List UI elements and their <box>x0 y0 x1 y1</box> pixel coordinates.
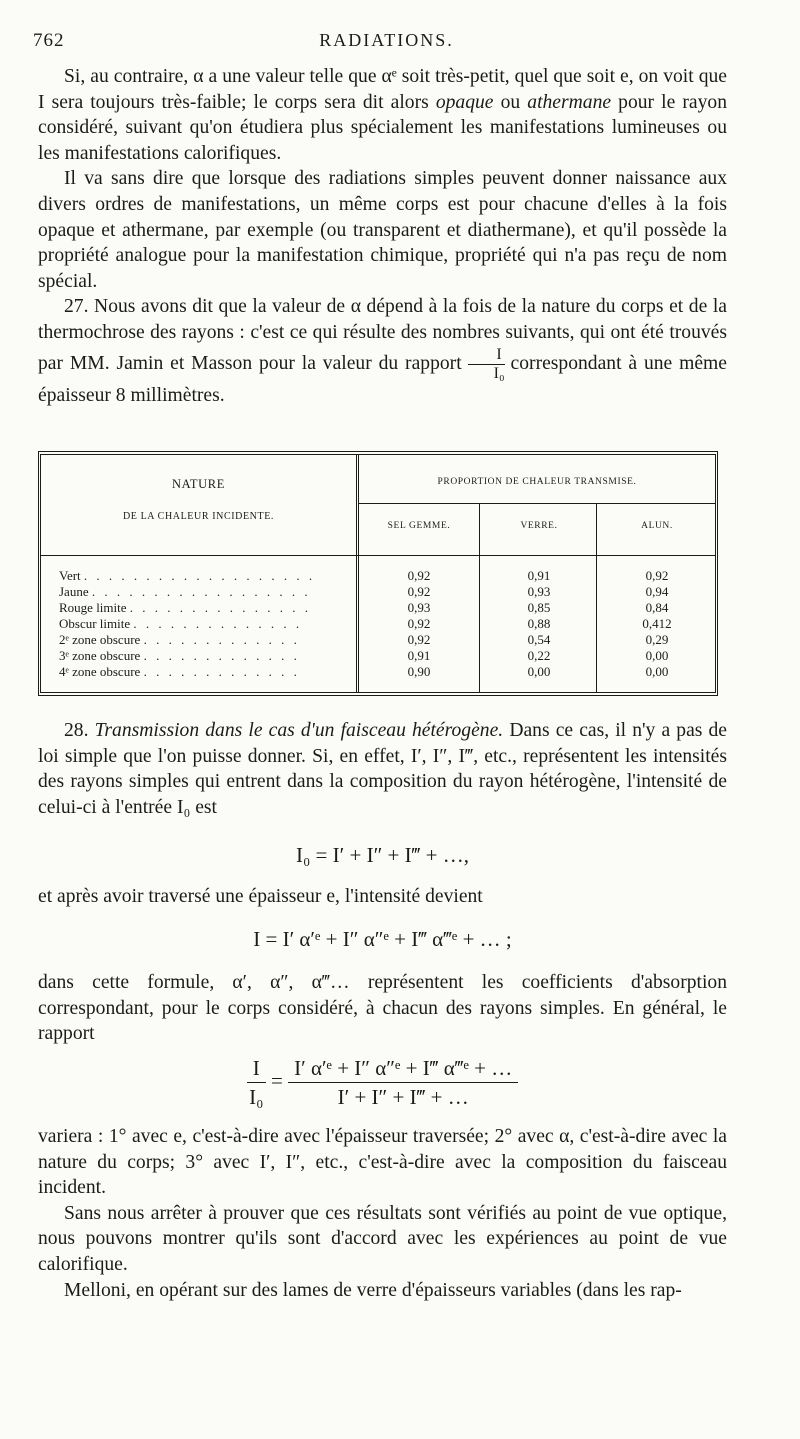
cell-value: 0,92 <box>645 568 669 583</box>
equation-i0: I₀ = I′ + I″ + I‴ + …, <box>295 843 469 867</box>
fraction-denominator: I₀ <box>493 364 505 382</box>
text-block-bottom <box>38 1124 727 1303</box>
text-block-epaisseur <box>38 884 727 910</box>
row-label: Obscur limite <box>59 616 131 631</box>
table-row-label <box>59 600 311 616</box>
cell-value: 0,94 <box>645 584 669 599</box>
paragraph-28 <box>38 718 727 820</box>
fraction-denominator: I₀ <box>249 1085 264 1109</box>
header-proportion: PROPORTION DE CHALEUR TRANSMISE. <box>437 477 637 487</box>
row-label: Vert <box>59 568 81 583</box>
text-run: pour le rayon considéré, suivant qu'on étudiera plus spécialement les manifestations lumineuses ou les manifestations calorifiques. <box>38 91 727 164</box>
section-title: Transmission dans le cas d'un faisceau hétérogène. <box>94 720 504 741</box>
text-block-formule <box>38 970 727 1047</box>
cell-value: 0,93 <box>527 584 551 599</box>
paragraph-variera: variera : 1° avec e, c'est-à-dire avec l'épaisseur traversée; 2° avec α, c'est-à-dire avec la nature du corps; 3° avec I′, I″, etc., c'est-à-dire avec la composition du faisceau incident. <box>38 1126 727 1199</box>
cell-value: 0,54 <box>527 632 551 647</box>
ratio-rhs <box>288 1054 518 1111</box>
cell-value: 0,84 <box>645 600 669 615</box>
paragraph-formule: dans cette formule, α′, α″, α‴… représentent les coefficients d'absorption correspondant, pour le corps considéré, à chacun des rayons simples. En général, le rapport <box>38 972 727 1045</box>
running-title: RADIATIONS. <box>319 30 454 50</box>
cell-value: 0,90 <box>407 664 431 679</box>
leader-dots: . . . . . . . . . . . . . . <box>133 616 303 631</box>
cell-value: 0,00 <box>527 664 551 679</box>
cell-value: 0,92 <box>407 568 431 583</box>
term-opaque: opaque <box>435 91 494 113</box>
table-row-label <box>59 632 300 648</box>
row-label: 3ᵉ zone obscure <box>59 648 141 663</box>
row-label: Rouge limite <box>59 600 127 615</box>
paragraph-27 <box>38 294 727 408</box>
cell-value: 0,85 <box>527 600 551 615</box>
column-alun: ALUN. <box>641 521 673 531</box>
fraction-denominator: I′ + I″ + I‴ + … <box>337 1085 469 1109</box>
text-run: correspondant à une même épaisseur 8 millimètres. <box>38 352 727 406</box>
ratio-fraction <box>468 346 505 383</box>
leader-dots: . . . . . . . . . . . . . . . . . . . <box>83 568 316 583</box>
column-verre: VERRE. <box>520 521 558 531</box>
table-row-label <box>59 616 302 632</box>
text-run: Si, au contraire, α a une valeur telle que αᵉ soit très-petit, quel que soit e, on voit que I sera toujours très-faible; le corps sera dit alors <box>38 66 727 113</box>
equation-i: I = I′ α′ᵉ + I″ α″ᵉ + I‴ α‴ᵉ + … ; <box>253 927 512 951</box>
row-label: 4ᵉ zone obscure <box>59 664 141 679</box>
cell-value: 0,92 <box>407 584 431 599</box>
fraction-numerator: I′ α′ᵉ + I″ α″ᵉ + I‴ α‴ᵉ + … <box>288 1054 518 1083</box>
page-number: 762 <box>33 30 65 51</box>
equation-ratio <box>38 1054 727 1111</box>
table-row-label <box>59 648 300 664</box>
cell-value: 0,91 <box>527 568 551 583</box>
cell-value: 0,91 <box>407 648 431 663</box>
paragraph-apres: et après avoir traversé une épaisseur e, l'intensité devient <box>38 886 483 907</box>
paragraph-manifestations: Il va sans dire que lorsque des radiations simples peuvent donner naissance aux divers ordres de manifestations, un même corps est pour chacune d'elles à la fois opaque et athermane, par exemple (ou transparent et diathermane), et qu'il possède la propriété analogue pour la manifestation chimique, propriété qui n'a pas reçu de nom spécial. <box>38 168 727 292</box>
table-row-label <box>59 664 300 680</box>
table-divider <box>596 503 597 692</box>
text-run: ou <box>493 91 528 113</box>
leader-dots: . . . . . . . . . . . . . <box>143 664 300 679</box>
cell-value: 0,22 <box>527 648 551 663</box>
leader-dots: . . . . . . . . . . . . . . . . . . <box>91 584 311 599</box>
table-row-label <box>59 584 311 600</box>
cell-value: 0,92 <box>407 616 431 631</box>
header-nature-sub: DE LA CHALEUR INCIDENTE. <box>122 511 275 522</box>
text-block-top <box>38 64 727 408</box>
text-block-28 <box>38 718 727 820</box>
cell-value: 0,29 <box>645 632 669 647</box>
cell-value: 0,00 <box>645 664 669 679</box>
table-rule <box>359 503 715 504</box>
leader-dots: . . . . . . . . . . . . . <box>143 632 300 647</box>
text-run: 27. Nous avons dit que la valeur de α dépend à la fois de la nature du corps et de la thermochrose des rayons : c'est ce qui résulte des nombres suivants, qui ont été trouvés par MM. Jamin et Masson pour la valeur du rapport <box>38 296 727 374</box>
header-nature: NATURE <box>172 477 225 491</box>
text-run: Dans ce cas, il n'y a pas de loi simple que l'on puisse donner. Si, en effet, I′, I″, I‴, etc., représentent les intensités des rayons simples qui entrent dans la composition du rayon hétérogène, l'intensité de celui-ci à l'entrée I₀ est <box>38 720 727 818</box>
cell-value: 0,88 <box>527 616 551 631</box>
cell-value: 0,00 <box>645 648 669 663</box>
ratio-lhs <box>247 1054 266 1111</box>
table-divider <box>479 503 480 692</box>
equals-sign: = <box>271 1068 283 1093</box>
paragraph-opaque <box>38 64 727 166</box>
fraction-numerator: I <box>247 1054 266 1083</box>
table-rule <box>41 555 715 556</box>
leader-dots: . . . . . . . . . . . . . <box>143 648 300 663</box>
table-row-label <box>59 568 315 584</box>
term-athermane: athermane <box>527 91 612 113</box>
transmission-table <box>38 451 718 696</box>
cell-value: 0,412 <box>642 616 672 631</box>
leader-dots: . . . . . . . . . . . . . . . <box>129 600 312 615</box>
page-header <box>33 30 740 58</box>
paragraph-sans-nous: Sans nous arrêter à prouver que ces résultats sont vérifiés au point de vue optique, nous pouvons montrer qu'ils sont d'accord avec les expériences au point de vue calorifique. <box>38 1202 727 1275</box>
paragraph-melloni: Melloni, en opérant sur des lames de verre d'épaisseurs variables (dans les rap- <box>64 1279 682 1301</box>
row-label: Jaune <box>59 584 89 599</box>
cell-value: 0,92 <box>407 632 431 647</box>
column-sel-gemme: SEL GEMME. <box>387 521 451 531</box>
fraction-numerator: I <box>468 346 505 365</box>
row-label: 2ᵉ zone obscure <box>59 632 141 647</box>
section-number: 28. <box>64 720 95 741</box>
cell-value: 0,93 <box>407 600 431 615</box>
